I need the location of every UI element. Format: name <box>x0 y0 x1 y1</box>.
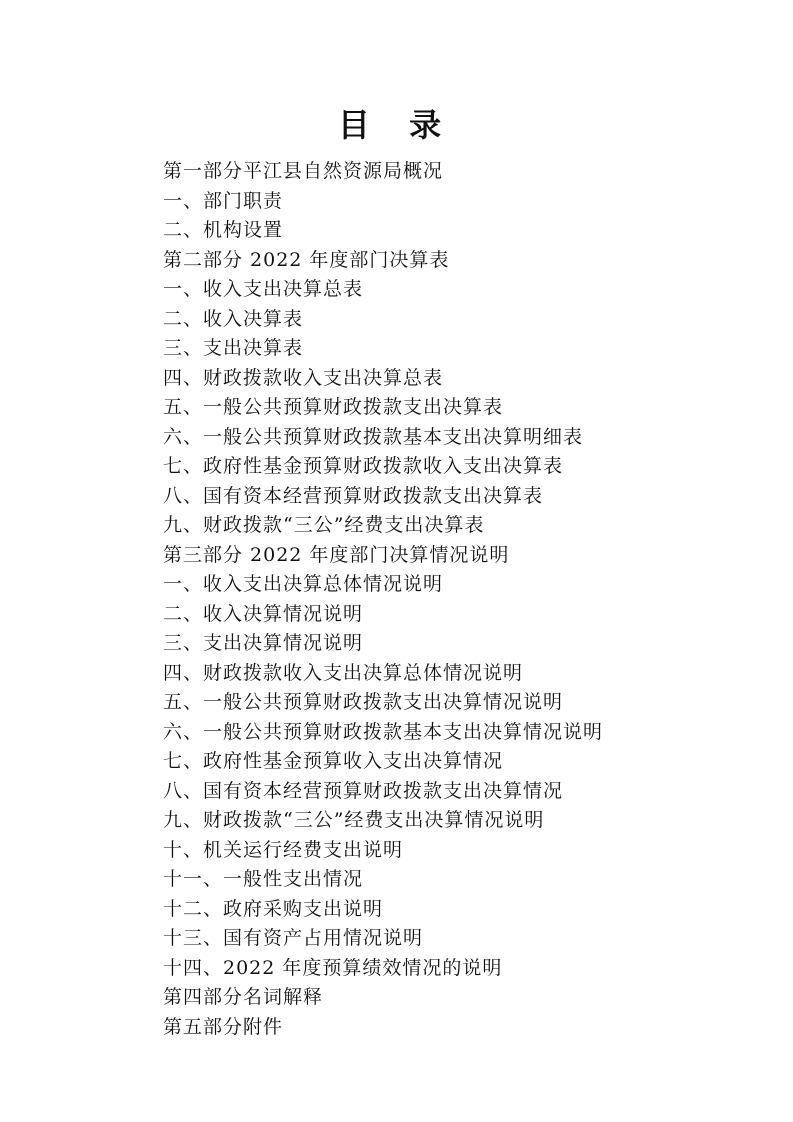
toc-entry: 二、收入决算情况说明 <box>163 602 364 625</box>
toc-entry: 五、一般公共预算财政拨款支出决算情况说明 <box>163 691 564 713</box>
toc-entry: 七、政府性基金预算收入支出决算情况 <box>163 750 504 772</box>
toc-entry: 四、财政拨款收入支出决算总表 <box>163 366 444 389</box>
toc-entry: 六、一般公共预算财政拨款基本支出决算明细表 <box>163 425 584 448</box>
toc-entry: 二、机构设置 <box>163 219 284 241</box>
toc-entry: 一、部门职责 <box>163 189 284 212</box>
toc-entry: 一、收入支出决算总表 <box>163 278 364 300</box>
toc-entry: 三、支出决算情况说明 <box>163 632 364 654</box>
table-of-contents <box>163 157 603 1042</box>
toc-entry: 十、机关运行经费支出说明 <box>163 838 404 861</box>
toc-entry: 八、国有资本经营预算财政拨款支出决算情况 <box>163 779 564 802</box>
toc-entry: 五、一般公共预算财政拨款支出决算表 <box>163 396 504 418</box>
toc-entry: 一、收入支出决算总体情况说明 <box>163 573 444 595</box>
toc-entry: 九、财政拨款“三公”经费支出决算表 <box>163 514 485 536</box>
toc-entry: 第五部分附件 <box>163 1015 284 1038</box>
toc-entry: 三、支出决算表 <box>163 337 304 359</box>
toc-entry: 二、收入决算表 <box>163 307 304 330</box>
toc-entry: 十二、政府采购支出说明 <box>163 897 384 920</box>
toc-entry: 第一部分平江县自然资源局概况 <box>163 160 444 182</box>
toc-entry: 六、一般公共预算财政拨款基本支出决算情况说明 <box>163 720 604 743</box>
toc-entry: 十三、国有资产占用情况说明 <box>163 927 424 949</box>
toc-entry: 第三部分 2022 年度部门决算情况说明 <box>163 543 510 566</box>
page-title: 目 录 <box>337 106 456 144</box>
toc-entry: 第四部分名词解释 <box>163 986 324 1008</box>
toc-entry: 十一、一般性支出情况 <box>163 868 364 890</box>
toc-entry: 九、财政拨款“三公”经费支出决算情况说明 <box>163 809 545 831</box>
toc-entry: 七、政府性基金预算财政拨款收入支出决算表 <box>163 455 564 477</box>
toc-entry: 八、国有资本经营预算财政拨款支出决算表 <box>163 484 544 507</box>
toc-entry: 十四、2022 年度预算绩效情况的说明 <box>163 956 503 979</box>
toc-entry: 第二部分 2022 年度部门决算表 <box>163 248 450 271</box>
toc-entry: 四、财政拨款收入支出决算总体情况说明 <box>163 661 524 684</box>
